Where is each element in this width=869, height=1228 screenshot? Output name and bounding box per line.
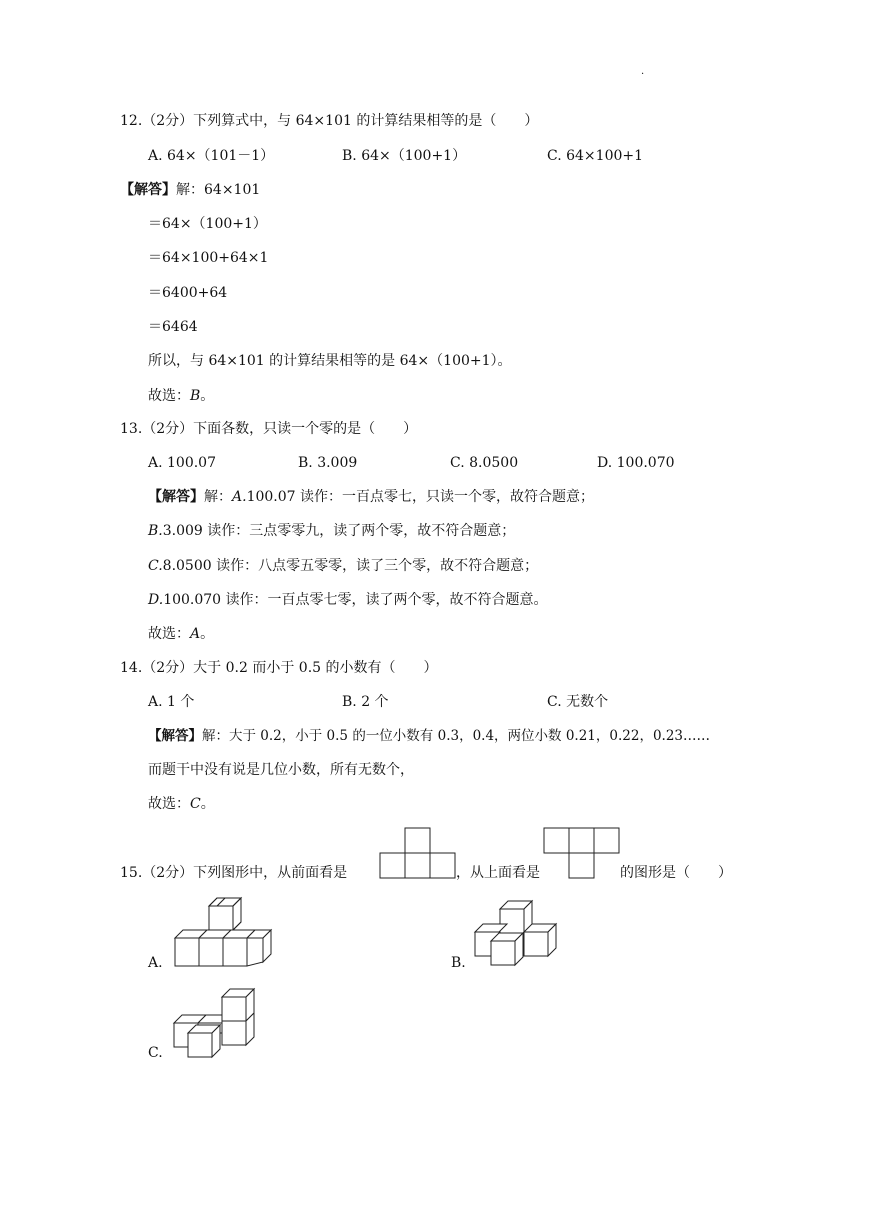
q14-answer-label: 【解答】 xyxy=(148,728,202,744)
cube xyxy=(247,930,271,966)
q13-option-b: B. 3.009 xyxy=(298,455,358,471)
q13-line-a-letter: A. xyxy=(232,489,247,505)
q14-answer-line-1 xyxy=(148,726,710,746)
cube xyxy=(209,898,241,930)
q13-line-b-letter: B. xyxy=(148,523,163,539)
q12-answer-step-5: ＝6464 xyxy=(148,319,198,335)
q13-choice-suffix: 。 xyxy=(200,626,215,642)
q13-line-c-letter: C. xyxy=(148,558,163,574)
q14-option-b: B. 2 个 xyxy=(342,694,389,710)
q12-option-b: B. 64×（100+1） xyxy=(342,148,467,164)
q12-choice-prefix: 故选： xyxy=(148,388,190,404)
q12-answer-step-2: ＝64×（100+1） xyxy=(148,216,267,232)
q14-answer-line-2: 而题干中没有说是几位小数，所有无数个， xyxy=(148,762,414,778)
q14-choice-suffix: 。 xyxy=(200,796,215,812)
q13-answer-line-2 xyxy=(148,521,515,541)
q12-answer-step-1: 解：64×101 xyxy=(176,182,261,198)
q15-stem-part-2: ，从上面看是 xyxy=(456,865,540,881)
q15-option-a-cubes xyxy=(172,897,272,969)
q14-choice xyxy=(148,794,215,814)
q15-option-c-cubes xyxy=(172,986,262,1061)
q15-option-b-label: B. xyxy=(451,955,466,971)
q12-answer-step-3: ＝64×100+64×1 xyxy=(148,250,269,266)
q14-choice-prefix: 故选： xyxy=(148,796,190,812)
cube xyxy=(188,1025,220,1057)
q12-stem: 12.（2分）下列算式中，与 64×101 的计算结果相等的是（ ） xyxy=(120,113,539,129)
q13-answer-line-1 xyxy=(148,487,594,507)
q13-answer-line-4 xyxy=(148,590,548,610)
q13-answer-intro: 解： xyxy=(204,489,232,505)
q13-answer-label: 【解答】 xyxy=(148,489,204,505)
cube xyxy=(222,989,254,1021)
q13-answer-line-3 xyxy=(148,556,538,576)
q15-stem-part-1: 15.（2分）下列图形中，从前面看是 xyxy=(120,865,348,881)
q12-choice-suffix: 。 xyxy=(200,388,215,404)
q14-answer-text-1: 解：大于 0.2，小于 0.5 的一位小数有 0.3，0.4，两位小数 0.21，0.22，0.23…… xyxy=(202,728,711,744)
q13-option-d: D. 100.070 xyxy=(597,455,675,471)
q13-option-a: A. 100.07 xyxy=(148,455,216,471)
q12-answer-line-1 xyxy=(120,180,260,200)
q15-stem-part-3: 的图形是（ ） xyxy=(620,865,732,881)
q15-option-b-cubes xyxy=(474,899,560,969)
cube xyxy=(491,933,523,965)
q13-choice-letter: A xyxy=(190,626,201,642)
q12-answer-label: 【解答】 xyxy=(120,182,176,198)
q12-option-a: A. 64×（101－1） xyxy=(148,148,275,164)
q13-line-a-text: 100.07 读作：一百点零七，只读一个零，故符合题意； xyxy=(246,489,594,505)
q14-option-a: A. 1 个 xyxy=(148,694,195,710)
q13-choice xyxy=(148,624,214,644)
q13-line-d-text: 100.070 读作：一百点零七零，读了两个零，故不符合题意。 xyxy=(163,592,548,608)
q12-choice-letter: B xyxy=(190,388,201,404)
header-mark: . xyxy=(641,66,645,77)
q13-option-c: C. 8.0500 xyxy=(450,455,519,471)
q15-option-c-label: C. xyxy=(148,1045,163,1061)
q14-option-c: C. 无数个 xyxy=(547,694,609,710)
q13-line-d-letter: D. xyxy=(148,592,164,608)
q13-line-b-text: 3.009 读作：三点零零九，读了两个零，故不符合题意； xyxy=(162,523,516,539)
q13-choice-prefix: 故选： xyxy=(148,626,190,642)
q15-front-view-figure xyxy=(380,827,456,879)
q15-top-view-figure xyxy=(544,827,620,879)
cube xyxy=(524,924,556,956)
q13-line-c-text: 8.0500 读作：八点零五零零，读了三个零，故不符合题意； xyxy=(162,558,539,574)
q13-stem: 13.（2分）下面各数，只读一个零的是（ ） xyxy=(120,421,418,437)
q15-option-a-label: A. xyxy=(148,955,163,971)
q12-choice xyxy=(148,386,214,406)
q12-answer-step-4: ＝6400+64 xyxy=(148,285,228,301)
q14-choice-letter: C xyxy=(190,796,201,812)
q12-conclusion: 所以，与 64×101 的计算结果相等的是 64×（100+1）。 xyxy=(148,353,512,369)
q14-stem: 14.（2分）大于 0.2 而小于 0.5 的小数有（ ） xyxy=(120,660,438,676)
q12-option-c: C. 64×100+1 xyxy=(547,148,644,164)
